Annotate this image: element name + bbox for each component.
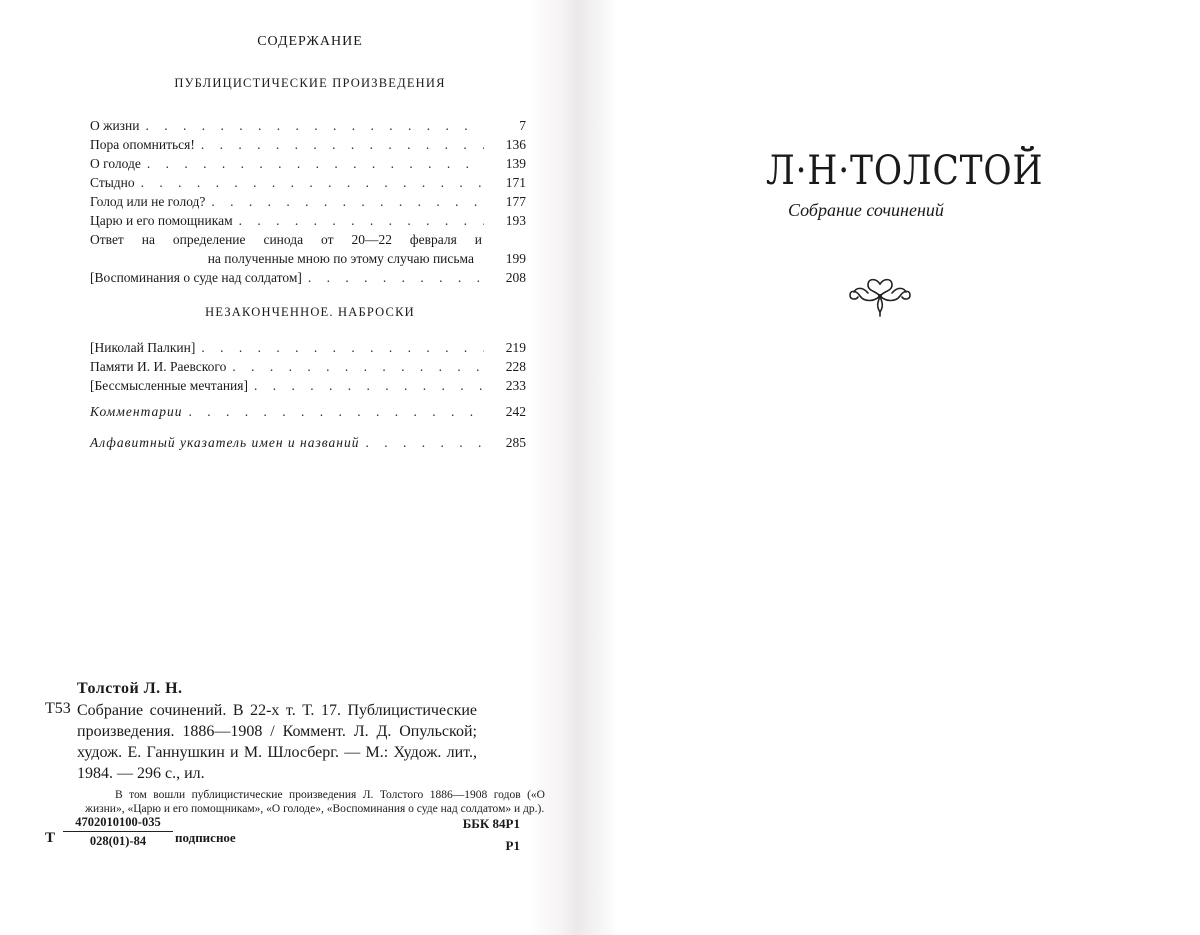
toc-entry-index: [90, 433, 526, 452]
toc-entry-title: Комментарии: [90, 404, 183, 419]
ornament-icon: [848, 276, 912, 318]
toc-leader-dots: [308, 268, 484, 287]
section-heading-publicistic: ПУБЛИЦИСТИЧЕСКИЕ ПРОИЗВЕДЕНИЯ: [174, 76, 446, 90]
bib-bbk: [463, 813, 520, 857]
title-subtitle: Собрание сочинений: [788, 200, 944, 220]
toc-entry-page: 7: [519, 118, 526, 133]
bib-classification-code: Т53: [45, 700, 71, 717]
toc-leader-dots: [232, 357, 484, 376]
toc-entry: [90, 211, 526, 230]
toc-entry-title: О голоде: [90, 156, 141, 171]
bib-author: Толстой Л. Н.: [77, 680, 183, 697]
toc-entry-title: [Бессмысленные мечтания]: [90, 378, 248, 393]
toc-leader-dots: [145, 116, 484, 135]
toc-entry: [90, 116, 526, 135]
toc-leader-dots: [254, 376, 484, 395]
toc-leader-dots: [201, 135, 484, 154]
toc-entry-page: 139: [505, 156, 526, 171]
toc-entry-title: [Николай Палкин]: [90, 340, 196, 355]
bib-description: Собрание сочинений. В 22-х т. Т. 17. Публицистические произведения. 1886—1908 / Коммент. Л. Д. Опульской; худож. Е. Ганнушкин и М. Шлосберг. — М.: Худож. лит., 1984. — 296 с., ил.: [77, 702, 477, 782]
toc-entry-title: Голод или не голод?: [90, 194, 206, 209]
right-page: [600, 0, 1200, 935]
toc-entry-title-line2: на полученные мною по этому случаю письма: [207, 251, 474, 266]
toc-entry-title: Стыдно: [90, 175, 135, 190]
toc-entry-page: 285: [505, 435, 526, 450]
bib-subscription: подписное: [175, 830, 236, 845]
toc-entry: [90, 376, 526, 395]
toc-entry: [90, 192, 526, 211]
toc-entry-page: 199: [505, 251, 526, 266]
toc-entry-page: 208: [505, 270, 526, 285]
toc-entry-title-line1: Ответ на определение синода от 20—22 февраля и: [90, 232, 482, 247]
toc-leader-dots: [366, 433, 485, 452]
toc-entry-title: Пора опомниться!: [90, 137, 195, 152]
toc-entry-page: 136: [505, 137, 526, 152]
section-heading-unfinished: НЕЗАКОНЧЕННОЕ. НАБРОСКИ: [205, 305, 415, 319]
toc-entry-page: 177: [505, 194, 526, 209]
toc-leader-dots: [141, 173, 484, 192]
toc-entry-page: 219: [505, 340, 526, 355]
bib-annotation: В том вошли публицистические произведения Л. Толстого 1886—1908 годов («О жизни», «Царю и его помощникам», «О голоде», «Воспоминания о суде над солдатом» и др.).: [85, 789, 545, 815]
toc-leader-dots: [201, 338, 484, 357]
toc-entry-title: Алфавитный указатель имен и названий: [90, 435, 360, 450]
title-author: Л·Н·ТОЛСТОЙ: [766, 148, 1044, 194]
toc-entry-page: 233: [505, 378, 526, 393]
bib-bbk-code-2: Р1: [505, 838, 520, 853]
toc-entry: [90, 154, 526, 173]
toc-leader-dots: [239, 211, 484, 230]
toc-entry: [90, 173, 526, 192]
toc-leader-dots: [189, 402, 484, 421]
toc-leader-dots: [211, 192, 484, 211]
toc-list-unfinished: [90, 338, 526, 395]
toc-list-index: [90, 433, 526, 452]
toc-entry: [90, 338, 526, 357]
bib-index-fraction: [63, 815, 173, 849]
toc-entry-page: 242: [505, 404, 526, 419]
bib-t-letter: Т: [45, 830, 56, 846]
toc-entry: [90, 357, 526, 376]
toc-leader-dots: [147, 154, 484, 173]
toc-list-publicistic: [90, 116, 526, 287]
toc-title: СОДЕРЖАНИЕ: [257, 34, 363, 49]
toc-entry-page: 228: [505, 359, 526, 374]
toc-entry: [90, 268, 526, 287]
toc-entry-title: О жизни: [90, 118, 140, 133]
bib-fraction-denominator: 028(01)-84: [89, 834, 147, 848]
bib-fraction-numerator: 4702010100-035: [63, 815, 173, 832]
toc-entry-page: 171: [505, 175, 526, 190]
toc-entry-title: Царю и его помощникам: [90, 213, 233, 228]
toc-entry: [90, 249, 526, 268]
bib-bbk-code: ББК 84Р1: [462, 816, 520, 831]
left-page: [0, 0, 560, 935]
toc-entry-title: [Воспоминания о суде над солдатом]: [90, 270, 302, 285]
toc-entry-comments: [90, 402, 526, 421]
toc-entry-title: Памяти И. И. Раевского: [90, 359, 227, 374]
toc-entry: [90, 135, 526, 154]
toc-list-comments: [90, 402, 526, 421]
toc-entry-page: 193: [505, 213, 526, 228]
